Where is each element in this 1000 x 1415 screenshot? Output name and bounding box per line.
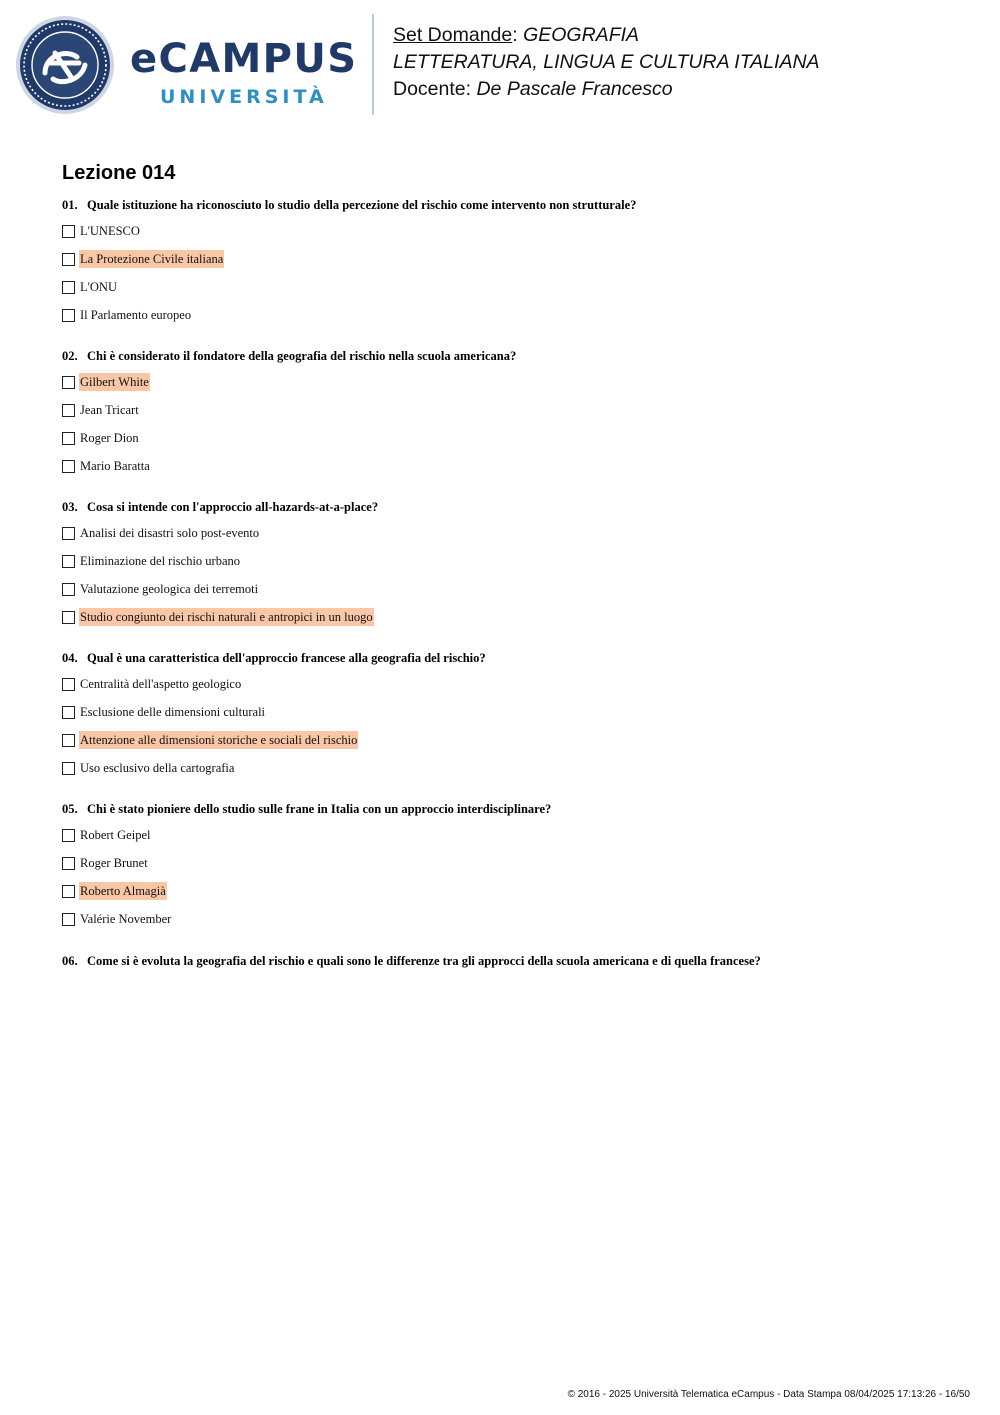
question-4: [62, 651, 486, 666]
question-5: [62, 802, 551, 817]
answer-text: Esclusione delle dimensioni culturali: [80, 705, 266, 719]
answer-option[interactable]: [62, 608, 374, 626]
answer-option[interactable]: [62, 731, 358, 749]
question-number: 06.: [62, 954, 78, 968]
answer-checkbox[interactable]: [62, 583, 75, 596]
answer-checkbox[interactable]: [62, 376, 75, 389]
university-seal-logo: [15, 15, 115, 115]
answer-checkbox[interactable]: [62, 404, 75, 417]
question-text: Chi è stato pioniere dello studio sulle frane in Italia con un approccio interdisciplinare?: [87, 802, 552, 816]
answer-option[interactable]: [62, 552, 241, 570]
logo-wordmark-text: eCAMPUS: [130, 38, 356, 78]
answer-option[interactable]: [62, 457, 151, 475]
answer-checkbox[interactable]: [62, 555, 75, 568]
answer-option[interactable]: [62, 703, 266, 721]
answer-checkbox[interactable]: [62, 913, 75, 926]
answer-option[interactable]: [62, 222, 141, 240]
answer-option[interactable]: [62, 854, 149, 872]
answer-checkbox[interactable]: [62, 253, 75, 266]
page-footer: © 2016 - 2025 Università Telematica eCampus - Data Stampa 08/04/2025 17:13:26 - 16/50: [567, 1389, 970, 1400]
question-1: [62, 198, 636, 213]
answer-text-highlighted: Roberto Almagià: [80, 884, 166, 898]
header-divider: [372, 14, 374, 115]
answer-option[interactable]: [62, 250, 224, 268]
question-text: Quale istituzione ha riconosciuto lo studio della percezione del rischio come intervento non strutturale?: [87, 198, 637, 212]
answer-option[interactable]: [62, 373, 150, 391]
answer-text: Il Parlamento europeo: [80, 308, 192, 322]
answer-text: Valérie November: [80, 912, 172, 926]
answer-option[interactable]: [62, 826, 151, 844]
set-line: [393, 22, 820, 49]
teacher-line: [393, 76, 820, 103]
answer-option[interactable]: [62, 759, 235, 777]
answer-checkbox[interactable]: [62, 309, 75, 322]
answer-checkbox[interactable]: [62, 527, 75, 540]
answer-checkbox[interactable]: [62, 460, 75, 473]
answer-text: Valutazione geologica dei terremoti: [80, 582, 259, 596]
answer-option[interactable]: [62, 401, 140, 419]
answer-option[interactable]: [62, 278, 118, 296]
ecampus-wordmark-logo: [130, 38, 360, 78]
question-text: Qual è una caratteristica dell'approccio francese alla geografia del rischio?: [87, 651, 486, 665]
question-text: Cosa si intende con l'approccio all-hazards-at-a-place?: [87, 500, 379, 514]
answer-text: Robert Geipel: [80, 828, 151, 842]
answer-text-highlighted: La Protezione Civile italiana: [80, 252, 224, 266]
answer-option[interactable]: [62, 882, 167, 900]
subject-name: GEOGRAFIA: [523, 24, 640, 46]
answer-text: L'ONU: [80, 280, 117, 294]
question-number: 05.: [62, 802, 78, 816]
answer-option[interactable]: [62, 675, 242, 693]
teacher-label: Docente:: [393, 78, 477, 100]
lesson-title: Lezione 014: [62, 162, 176, 184]
question-2: [62, 349, 516, 364]
answer-checkbox[interactable]: [62, 706, 75, 719]
answer-text-highlighted: Gilbert White: [80, 375, 149, 389]
answer-option[interactable]: [62, 306, 192, 324]
logo-subtitle: UNIVERSITÀ: [160, 86, 328, 108]
answer-checkbox[interactable]: [62, 281, 75, 294]
answer-text: Uso esclusivo della cartografia: [80, 761, 235, 775]
answer-option[interactable]: [62, 429, 140, 447]
answer-checkbox[interactable]: [62, 885, 75, 898]
question-3: [62, 500, 378, 515]
question-6: [62, 954, 761, 969]
answer-checkbox[interactable]: [62, 678, 75, 691]
answer-text: Analisi dei disastri solo post-evento: [80, 526, 260, 540]
answer-text: Jean Tricart: [80, 403, 139, 417]
answer-checkbox[interactable]: [62, 762, 75, 775]
question-text: Chi è considerato il fondatore della geografia del rischio nella scuola americana?: [87, 349, 517, 363]
question-number: 02.: [62, 349, 78, 363]
answer-text: L'UNESCO: [80, 224, 140, 238]
answer-text-highlighted: Attenzione alle dimensioni storiche e sociali del rischio: [80, 733, 358, 747]
answer-text-highlighted: Studio congiunto dei rischi naturali e antropici in un luogo: [80, 610, 373, 624]
answer-text: Roger Brunet: [80, 856, 148, 870]
set-separator: :: [512, 24, 524, 46]
answer-checkbox[interactable]: [62, 225, 75, 238]
question-number: 01.: [62, 198, 78, 212]
answer-option[interactable]: [62, 580, 259, 598]
answer-text: Roger Dion: [80, 431, 139, 445]
answer-text: Mario Baratta: [80, 459, 150, 473]
answer-option[interactable]: [62, 524, 260, 542]
answer-option[interactable]: [62, 910, 172, 928]
question-number: 03.: [62, 500, 78, 514]
answer-checkbox[interactable]: [62, 857, 75, 870]
answer-checkbox[interactable]: [62, 829, 75, 842]
course-name: LETTERATURA, LINGUA E CULTURA ITALIANA: [393, 51, 820, 73]
set-label: Set Domande: [393, 24, 513, 46]
header-info: [393, 22, 820, 103]
page-header: [0, 0, 1000, 130]
answer-checkbox[interactable]: [62, 734, 75, 747]
question-number: 04.: [62, 651, 78, 665]
question-text: Come si è evoluta la geografia del rischio e quali sono le differenze tra gli approcci della scuola americana e di quella francese?: [87, 954, 761, 968]
answer-text: Centralità dell'aspetto geologico: [80, 677, 242, 691]
answer-checkbox[interactable]: [62, 611, 75, 624]
answer-text: Eliminazione del rischio urbano: [80, 554, 241, 568]
answer-checkbox[interactable]: [62, 432, 75, 445]
teacher-name: De Pascale Francesco: [476, 78, 673, 100]
